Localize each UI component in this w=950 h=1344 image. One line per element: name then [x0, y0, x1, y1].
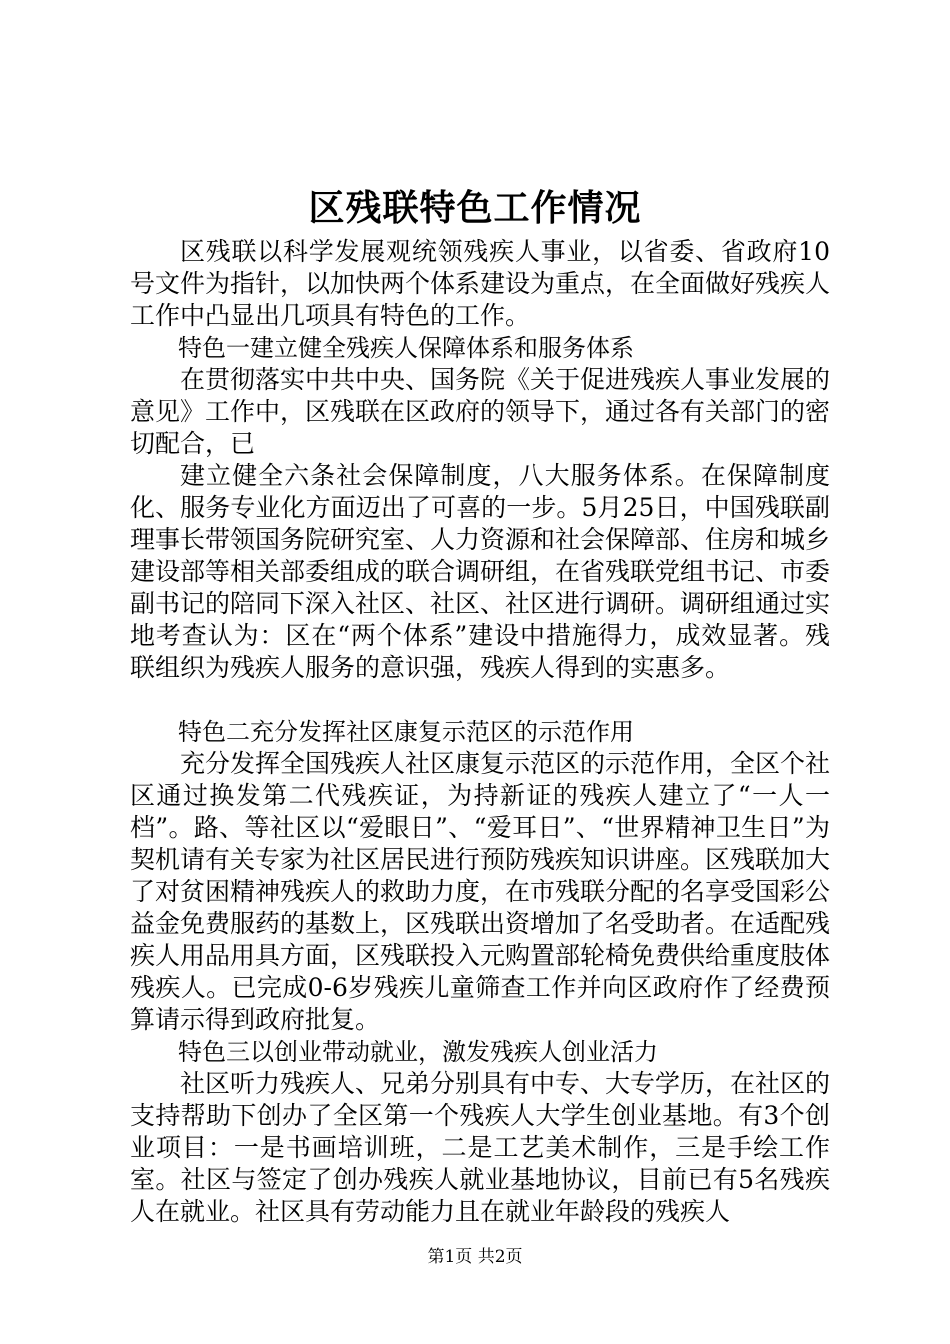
- section-1-paragraph-1: 在贯彻落实中共中央、国务院《关于促进残疾人事业发展的意见》工作中，区残联在区政府的领导下，通过各有关部门的密切配合，已: [130, 365, 831, 458]
- document-body: [130, 236, 830, 1228]
- section-heading-1: 特色一建立健全残疾人保障体系和服务体系: [178, 334, 634, 362]
- section-2-paragraph: 充分发挥全国残疾人社区康复示范区的示范作用，全区个社区通过换发第二代残疾证，为持新证的残疾人建立了“一人一档”。路、等社区以“爱眼日”、“爱耳日”、“世界精神卫生日”为契机请有关专家为社区居民进行预防残疾知识讲座。区残联加大了对贫困精神残疾人的救助力度，在市残联分配的名享受国彩公益金免费服药的基数上，区残联出资增加了名受助者。在适配残疾人用品用具方面，区残联投入元购置部轮椅免费供给重度肢体残疾人。已完成0-6岁残疾儿童筛查工作并向区政府作了经费预算请示得到政府批复。: [130, 749, 831, 1034]
- document-title: 区残联特色工作情况: [308, 187, 642, 229]
- intro-paragraph: 区残联以科学发展观统领残疾人事业，以省委、省政府10号文件为指针，以加快两个体系建设为重点，在全面做好残疾人工作中凸显出几项具有特色的工作。: [130, 237, 831, 330]
- section-1-paragraph-2: 建立健全六条社会保障制度，八大服务体系。在保障制度化、服务专业化方面迈出了可喜的一步。5月25日，中国残联副理事长带领国务院研究室、人力资源和社会保障部、住房和城乡建设部等相关部委组成的联合调研组，在省残联党组书记、市委副书记的陪同下深入社区、社区、社区进行调研。调研组通过实地考查认为：区在“两个体系”建设中措施得力，成效显著。残联组织为残疾人服务的意识强，残疾人得到的实惠多。: [130, 461, 831, 682]
- section-heading-2: 特色二充分发挥社区康复示范区的示范作用: [178, 718, 634, 746]
- paragraph-spacer: [130, 684, 830, 716]
- section-heading-3: 特色三以创业带动就业，激发残疾人创业活力: [178, 1038, 658, 1066]
- section-3-paragraph: 社区听力残疾人、兄弟分别具有中专、大专学历，在社区的支持帮助下创办了全区第一个残疾人大学生创业基地。有3个创业项目：一是书画培训班，二是工艺美术制作，三是手绘工作室。社区与签定了创办残疾人就业基地协议，目前已有5名残疾人在就业。社区具有劳动能力且在就业年龄段的残疾人: [130, 1069, 831, 1226]
- page-footer: 第1页 共2页: [427, 1247, 523, 1267]
